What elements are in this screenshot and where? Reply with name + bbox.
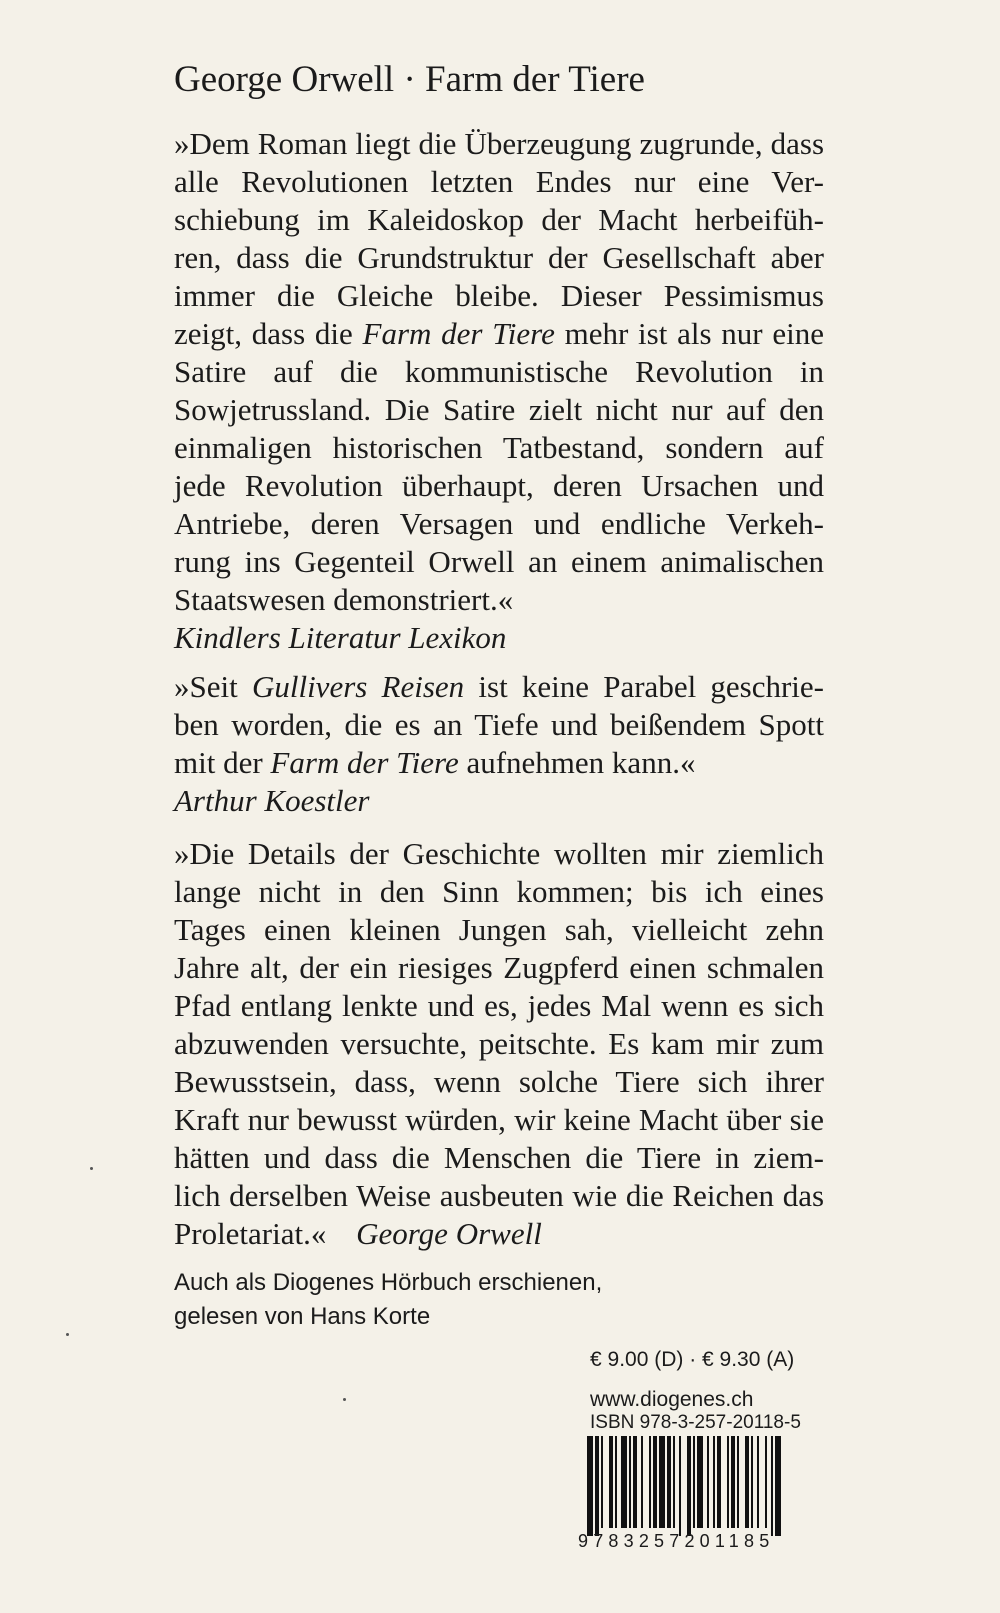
isbn-label: ISBN 978-3-257-20118-5 xyxy=(590,1412,801,1433)
barcode-bar xyxy=(621,1436,627,1528)
book-title-italic: Gullivers Reisen xyxy=(251,669,465,704)
dust-speck xyxy=(343,1398,346,1401)
barcode-bar xyxy=(653,1436,657,1528)
barcode-bar xyxy=(707,1436,709,1528)
barcode-bar xyxy=(731,1436,735,1528)
barcode-icon xyxy=(583,1436,831,1536)
barcode-bar xyxy=(693,1436,695,1528)
barcode-bar xyxy=(697,1436,703,1528)
publisher-url: www.diogenes.ch xyxy=(590,1388,754,1411)
barcode-bar xyxy=(765,1436,767,1528)
quote-text: »Die Details der Geschichte wollten mir ziemlich lange nicht in den Sinn kommen; bis ich eines Tages einen kleinen Jungen sah, vielleicht zehn Jahre alt, der ein riesiges Zugpferd einen schmalen Pfad entlang lenkte und es, jedes Mal wenn es sich abzuwenden versuchte, peitschte. Es kam mir zum Bewusstsein, dass, wenn solche Tiere sich ihrer Kraft nur bewusst würden, wir keine Macht über sie hätten und dass die Menschen die Tiere in ziem- lich derselben Weise ausbeuten wie die Reichen das Proletariat.« George Orwell xyxy=(174,836,825,1251)
quote-attribution: George Orwell xyxy=(356,1216,542,1251)
barcode-bar xyxy=(737,1436,739,1528)
barcode-bar xyxy=(659,1436,665,1528)
barcode-bar xyxy=(717,1436,721,1528)
audiobook-line-2: gelesen von Hans Korte xyxy=(174,1303,431,1330)
quote-attribution: Arthur Koestler xyxy=(174,783,370,818)
barcode-bar xyxy=(757,1436,759,1528)
audiobook-line-1: Auch als Diogenes Hörbuch erschienen, xyxy=(174,1269,603,1296)
barcode-bar xyxy=(713,1436,715,1528)
audiobook-note xyxy=(174,1266,602,1334)
quote-text: »Dem Roman liegt die Überzeugung zugrunde, dass alle Revolutionen letzten Endes nur eine Ver- schiebung im Kaleidoskop der Macht herbeifüh- ren, dass die Grundstruktur der Gesellschaft aber immer die Gleiche bleibe. Dieser Pessimismus zeigt, dass die Farm der Tiere mehr ist als nur eine Satire auf die kommunistische Revolution in Sowjetrussland. Die Satire zielt nicht nur auf den einmaligen historischen Tatbestand, sondern auf jede Revolution überhaupt, deren Ursachen und Antriebe, deren Versagen und endliche Verkeh- rung ins Gegenteil Orwell an einem animalischen Staatswesen demonstriert.« xyxy=(174,126,825,617)
quote-orwell xyxy=(174,835,824,1253)
barcode-bar xyxy=(679,1436,681,1536)
barcode-bar xyxy=(667,1436,671,1528)
barcode-bar xyxy=(601,1436,603,1528)
barcode-bar xyxy=(587,1436,593,1536)
quote-kindlers xyxy=(174,125,824,657)
barcode-bar xyxy=(629,1436,631,1528)
quote-attribution: Kindlers Literatur Lexikon xyxy=(174,620,507,655)
barcode-bar xyxy=(687,1436,691,1536)
barcode-bar xyxy=(633,1436,637,1528)
barcode-bar xyxy=(771,1436,773,1536)
book-title-italic: Farm der Tiere xyxy=(362,316,555,351)
dust-speck xyxy=(90,1167,93,1170)
barcode-bar xyxy=(609,1436,613,1528)
barcode-bar xyxy=(751,1436,753,1528)
book-title: George Orwell · Farm der Tiere xyxy=(174,59,645,100)
barcode-digits: 9783257201185 xyxy=(578,1531,775,1551)
barcode-bar xyxy=(673,1436,675,1528)
book-title-italic: Farm der Tiere xyxy=(270,745,459,780)
barcode-bar xyxy=(595,1436,599,1536)
quote-text: »Seit Gullivers Reisen ist keine Parabel geschrie- ben worden, die es an Tiefe und beißendem Spott mit der Farm der Tiere aufnehmen kann.« xyxy=(174,669,824,780)
barcode-bar xyxy=(745,1436,749,1528)
barcode-bar xyxy=(615,1436,617,1528)
dust-speck xyxy=(66,1333,69,1336)
barcode-bar xyxy=(727,1436,729,1528)
price-label: € 9.00 (D) · € 9.30 (A) xyxy=(590,1348,795,1371)
barcode-bar xyxy=(641,1436,643,1528)
barcode-bar xyxy=(649,1436,651,1528)
barcode-bar xyxy=(775,1436,781,1536)
quote-koestler xyxy=(174,668,824,820)
